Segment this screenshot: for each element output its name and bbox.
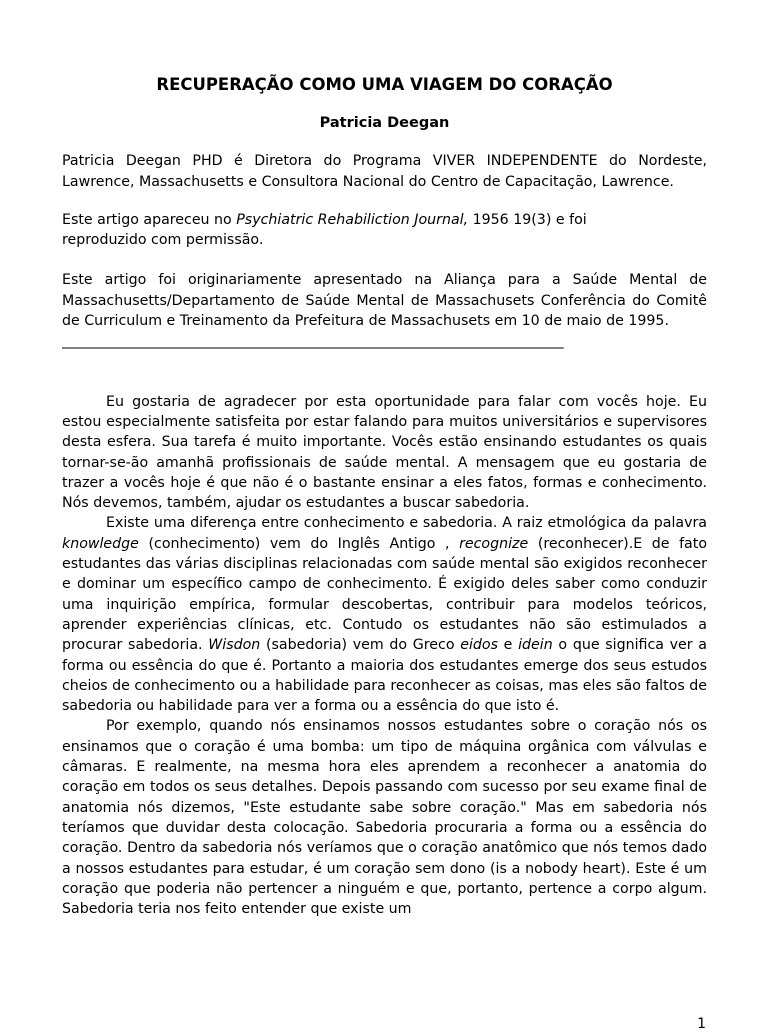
term-recognize: recognize: [459, 535, 529, 552]
paragraph-text: Existe uma diferença entre conhecimento e sabedoria. A raiz etmológica da palavra: [106, 515, 707, 532]
page-number: 1: [697, 1016, 706, 1032]
term-idein: idein: [518, 637, 553, 654]
journal-name: Psychiatric Rehabiliction Journal,: [236, 211, 469, 228]
term-wisdon: Wisdon: [208, 637, 261, 654]
author-name: Patricia Deegan: [319, 115, 450, 131]
document-page: [62, 70, 707, 919]
publication-note: [62, 210, 707, 251]
body-paragraph: Por exemplo, quando nós ensinamos nossos estudantes sobre o coração nós os ensinamos que o coração é uma bomba: um tipo de máquina orgânica com válvulas e câmaras. E realmente, na mesma hora eles aprendem a reconhecer a anatomia do coração em todos os seus detalhes. Depois passando com sucesso por seu exame final de anatomia nós dizemos, "Este estudante sabe sobre coração." Mas em sabedoria nós teríamos que duvidar desta colocação. Sabedoria procuraria a forma ou a essência do coração. Dentro da sabedoria nós veríamos que o coração anatômico que nós temos dado a nossos estudantes para estudar, é um coração sem dono (is a nobody heart). Este é um coração que poderia não pertencer a ninguém e que, portanto, pertence a corpo algum. Sabedoria teria nos feito entender que existe um: [62, 718, 707, 918]
paragraph-text: (sabedoria) vem do Greco: [260, 637, 461, 654]
paragraph-text: (conhecimento) vem do Inglês Antigo ,: [138, 535, 460, 552]
paragraph-text: (reconhecer).E de fato estudantes das várias disciplinas relacionadas com saúde mental são exigidos reconhecer e dominar um específico campo de conhecimento. É exigido deles saber como conduzir uma inquirição empírica, formular descobertas, contribuir para modelos teóricos, aprender experiências clínicas, etc. Contudo os estudantes não são estimulados a procurar sabedoria.: [62, 535, 707, 654]
publication-text-after: 1956 19(3) e foi: [468, 211, 587, 228]
author-bio: Patricia Deegan PHD é Diretora do Programa VIVER INDEPENDENTE do Nordeste, Lawrence, Massachusetts e Consultora Nacional do Centro de Capacitação, Lawrence.: [62, 153, 707, 190]
paragraph-text: o que significa ver a forma ou essência do que é. Portanto a maioria dos estudantes emerge dos seus estudos cheios de conhecimento ou a habilidade para reconhecer as coisas, mas eles são faltos de sabedoria ou habilidade para ver a forma ou a essência do que isto é.: [62, 637, 708, 715]
publication-permission: reproduzido com permissão.: [62, 232, 264, 249]
separator-rule: ____________________________________________________________________________: [62, 333, 564, 350]
body-paragraph: Eu gostaria de agradecer por esta oportunidade para falar com vocês hoje. Eu estou especialmente satisfeita por estar falando para muitos universitários e supervisores desta esfera. Sua tarefa é muito importante. Vocês estão ensinando estudantes os quais tornar-se-ão amanhã profissionais de saúde mental. A mensagem que eu gostaria de trazer a vocês hoje é que não é o bastante ensinar a eles fatos, formas e conhecimento. Nós devemos, também, ajudar os estudantes a buscar sabedoria.: [62, 393, 707, 512]
publication-text-before: Este artigo apareceu no: [62, 211, 237, 228]
term-knowledge: knowledge: [62, 535, 139, 552]
term-eidos: eidos: [460, 637, 498, 654]
paragraph-text: e: [497, 637, 519, 654]
document-title: RECUPERAÇÃO COMO UMA VIAGEM DO CORAÇÃO: [156, 75, 613, 94]
body-paragraph: [62, 513, 707, 716]
presentation-note: Este artigo foi originariamente apresentado na Aliança para a Saúde Mental de Massachusetts/Departamento de Saúde Mental de Massachusets Conferência do Comitê de Curriculum e Treinamento da Prefeitura de Massachusets em 10 de maio de 1995.: [62, 272, 707, 330]
